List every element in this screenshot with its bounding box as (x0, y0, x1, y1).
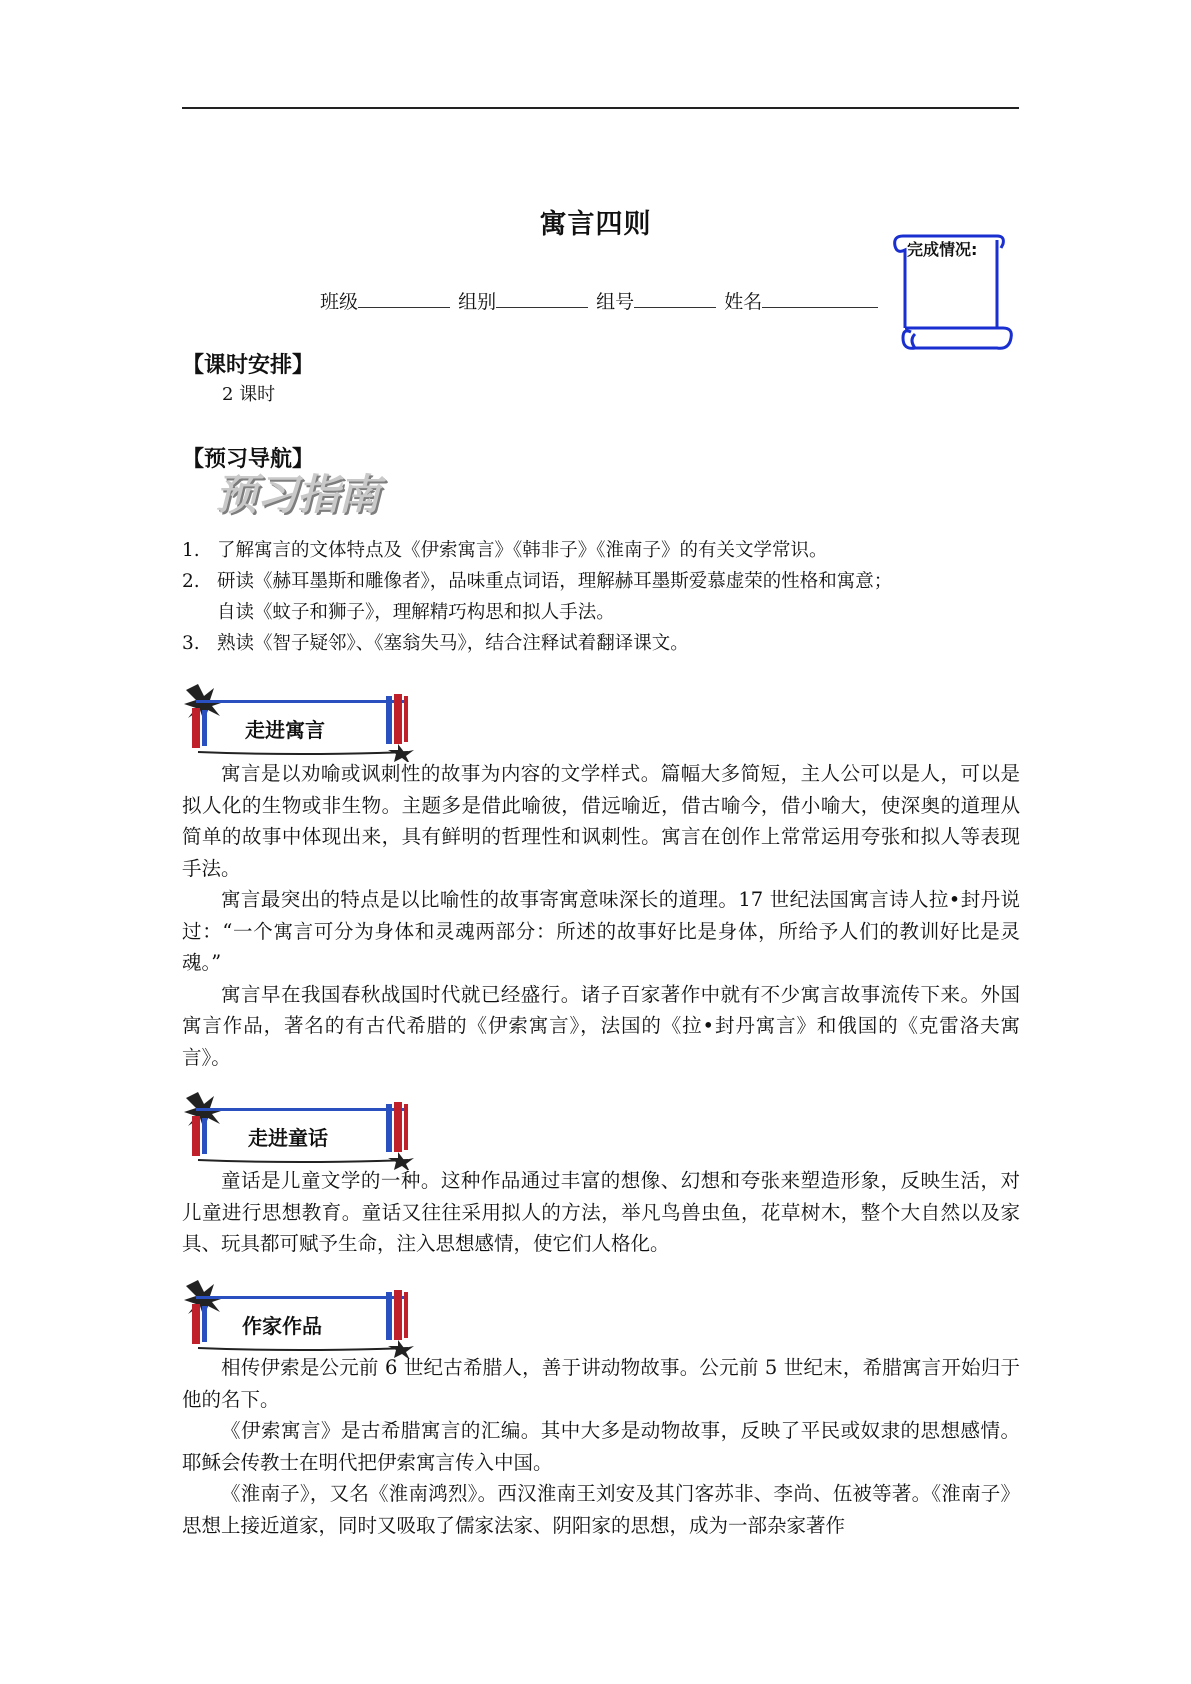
student-info-fields (320, 287, 880, 314)
banner-label: 走进寓言 (245, 718, 325, 742)
paragraph: 寓言早在我国春秋战国时代就已经盛行。诸子百家著作中就有不少寓言故事流传下来。外国寓言作品，著名的有古代希腊的《伊索寓言》，法国的《拉•封丹寓言》和俄国的《克雷洛夫寓言》。 (182, 982, 1020, 1069)
schedule-value: 2 课时 (222, 384, 276, 405)
name-field[interactable] (762, 289, 878, 308)
class-label: 班级 (320, 291, 359, 313)
list-item: 3. 熟读《智子疑邻》、《塞翁失马》，结合注释试着翻译课文。 (182, 633, 689, 654)
schedule-heading: 【课时安排】 (182, 353, 315, 378)
group-number-label: 组号 (596, 291, 635, 313)
header-rule (182, 107, 1019, 109)
paragraph: 《伊索寓言》是古希腊寓言的汇编。其中大多是动物故事，反映了平民或奴隶的思想感情。耶稣会传教士在明代把伊索寓言传入中国。 (182, 1419, 1020, 1474)
preview-heading: 【预习导航】 (182, 447, 315, 472)
section-fable-body (182, 758, 1020, 1073)
name-label: 姓名 (724, 291, 763, 313)
preview-list (182, 535, 1022, 659)
section-fairytale-body (182, 1165, 1020, 1260)
paragraph: 寓言是以劝喻或讽刺性的故事为内容的文学样式。篇幅大多简短，主人公可以是人，可以是拟人化的生物或非生物。主题多是借此喻彼，借远喻近，借古喻今，借小喻大，使深奥的道理从简单的故事中体现出来，具有鲜明的哲理性和讽刺性。寓言在创作上常常运用夸张和拟人等表现手法。 (182, 762, 1020, 880)
paragraph: 相传伊索是公元前 6 世纪古希腊人，善于讲动物故事。公元前 5 世纪末，希腊寓言开始归于他的名下。 (182, 1356, 1020, 1411)
list-item: 自读《蚊子和狮子》，理解精巧构思和拟人手法。 (217, 602, 615, 623)
page-title: 寓言四则 (539, 209, 652, 240)
list-item: 1. 了解寓言的文体特点及《伊索寓言》《韩非子》《淮南子》的有关文学常识。 (182, 540, 828, 561)
group-label: 组别 (458, 291, 497, 313)
list-item: 2. 研读《赫耳墨斯和雕像者》，品味重点词语，理解赫耳墨斯爱慕虚荣的性格和寓意； (182, 571, 893, 592)
completion-label: 完成情况: (907, 240, 978, 259)
paragraph: 寓言最突出的特点是以比喻性的故事寄寓意味深长的道理。17 世纪法国寓言诗人拉•封丹说过：“一个寓言可分为身体和灵魂两部分：所述的故事好比是身体，所给予人们的教训好比是灵魂。” (182, 888, 1020, 974)
group-number-field[interactable] (634, 289, 716, 308)
banner-label: 走进童话 (248, 1126, 328, 1150)
section-authors-body (182, 1352, 1020, 1541)
paragraph: 童话是儿童文学的一种。这种作品通过丰富的想像、幻想和夸张来塑造形象，反映生活，对儿童进行思想教育。童话又往往采用拟人的方法，举凡鸟兽虫鱼，花草树木，整个大自然以及家具、玩具都可赋予生命，注入思想感情，使它们人格化。 (182, 1169, 1020, 1255)
paragraph: 《淮南子》，又名《淮南鸿烈》。西汉淮南王刘安及其门客苏非、李尚、伍被等著。《淮南子》思想上接近道家，同时又吸取了儒家法家、阴阳家的思想，成为一部杂家著作 (182, 1482, 1020, 1537)
class-field[interactable] (358, 289, 450, 308)
preview-guide-logo: 预习指南 (215, 470, 380, 519)
group-field[interactable] (496, 289, 588, 308)
banner-label: 作家作品 (242, 1314, 322, 1338)
